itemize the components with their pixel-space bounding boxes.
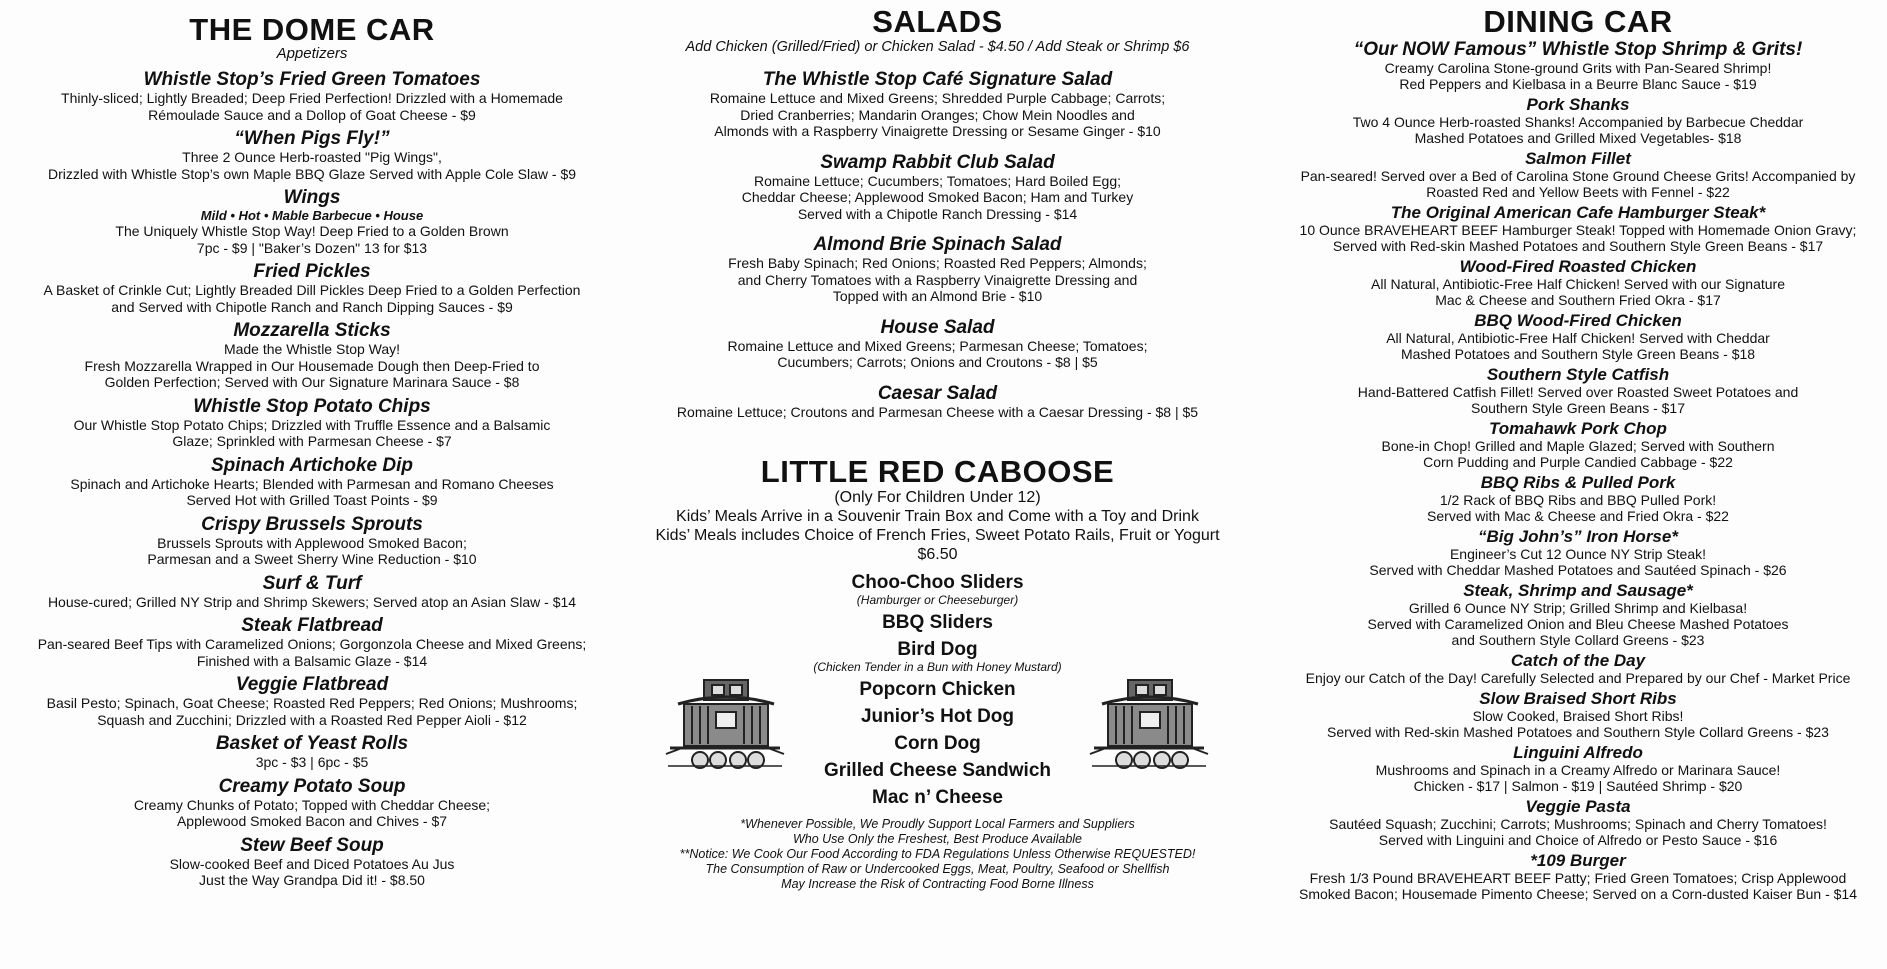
kids-menu-item-name: Junior’s Hot Dog (860, 706, 1015, 727)
menu-item-description: Finished with a Balsamic Glaze - $14 (196, 652, 428, 669)
kids-menu-item-name: Corn Dog (894, 733, 981, 754)
menu-item-name: Whistle Stop Potato Chips (193, 395, 431, 417)
menu-item-description: Mushrooms and Spinach in a Creamy Alfredo or Marinara Sauce! (1375, 762, 1781, 778)
menu-item-description: 1/2 Rack of BBQ Ribs and BBQ Pulled Pork! (1439, 492, 1717, 508)
footnote-line: *Whenever Possible, We Proudly Support Local Farmers and Suppliers (740, 817, 1135, 831)
menu-item-description: A Basket of Crinkle Cut; Lightly Breaded Dill Pickles Deep Fried to a Golden Perfection (43, 282, 581, 298)
footnote-line: The Consumption of Raw or Undercooked Eggs, Meat, Poultry, Seafood or Shellfish (705, 862, 1170, 876)
menu-item-description: Rémoulade Sauce and a Dollop of Goat Cheese - $9 (148, 106, 476, 123)
menu-item-name: Veggie Flatbread (235, 674, 389, 695)
menu-item-description: Southern Style Green Beans - $17 (1470, 400, 1686, 416)
caboose-icon (662, 676, 788, 776)
menu-item-description: Mac & Cheese and Southern Fried Okra - $17 (1435, 292, 1721, 308)
menu-item-description: Served with Caramelized Onion and Bleu Cheese Mashed Potatoes (1367, 616, 1789, 632)
salad-list (640, 70, 1235, 420)
menu-item-name: BBQ Ribs & Pulled Pork (1480, 473, 1676, 492)
menu-item-name: *109 Burger (1530, 851, 1626, 870)
menu-item (1278, 40, 1878, 92)
menu-item-description: Sautéed Squash; Zucchini; Carrots; Mushrooms; Spinach and Cherry Tomatoes! (1329, 816, 1827, 832)
kids-menu-item-name: Mac n’ Cheese (872, 787, 1003, 808)
menu-item-description: and Served with Chipotle Ranch and Ranch Dipping Sauces - $9 (111, 298, 513, 315)
kids-menu-item-name: Grilled Cheese Sandwich (823, 760, 1052, 781)
menu-item-name: Basket of Yeast Rolls (215, 733, 409, 754)
salads-title: SALADS (872, 4, 1003, 39)
menu-item (1278, 258, 1878, 308)
caboose-info-line: Kids’ Meals Arrive in a Souvenir Train Box and Come with a Toy and Drink (676, 508, 1199, 525)
menu-item-description: Mashed Potatoes and Grilled Mixed Vegetables- $18 (1414, 130, 1742, 146)
menu-item-name: Creamy Potato Soup (218, 775, 406, 797)
menu-item-name: Mozzarella Sticks (233, 320, 391, 341)
dining-car-title: DINING CAR (1483, 4, 1673, 39)
menu-item-name: Southern Style Catfish (1486, 365, 1670, 384)
menu-item-name: Stew Beef Soup (240, 834, 384, 856)
menu-item (22, 262, 602, 315)
menu-item-name: The Whistle Stop Café Signature Salad (762, 69, 1113, 90)
menu-item-description: Romaine Lettuce; Cucumbers; Tomatoes; Hard Boiled Egg; (753, 172, 1122, 189)
menu-item-description: Parmesan and a Sweet Sherry Wine Reduction - $10 (147, 551, 477, 567)
footnote-line: **Notice: We Cook Our Food According to FDA Regulations Unless Otherwise REQUESTED! (679, 847, 1196, 861)
menu-item-description: Basil Pesto; Spinach, Goat Cheese; Roasted Red Peppers; Red Onions; Mushrooms; (46, 695, 578, 711)
menu-item (22, 456, 602, 509)
menu-item (1278, 852, 1878, 902)
menu-item-name: Veggie Pasta (1525, 797, 1631, 816)
menu-item-name: Linguini Alfredo (1513, 743, 1643, 762)
menu-item-description: Slow-cooked Beef and Diced Potatoes Au Jus (169, 855, 455, 872)
menu-item-description: Thinly-sliced; Lightly Breaded; Deep Fried Perfection! Drizzled with a Homemade (61, 90, 563, 106)
menu-item-description: Fresh Baby Spinach; Red Onions; Roasted Red Peppers; Almonds; (728, 255, 1147, 271)
kids-menu-item (640, 787, 1235, 809)
menu-item (640, 235, 1235, 305)
menu-item (1278, 528, 1878, 578)
menu-item (1278, 150, 1878, 200)
menu-item-description: Fresh 1/3 Pound BRAVEHEART BEEF Patty; Fried Green Tomatoes; Crisp Applewood (1309, 870, 1847, 886)
menu-item-description: Mashed Potatoes and Southern Style Green Beans - $18 (1400, 346, 1756, 362)
menu-item-description: Slow Cooked, Braised Short Ribs! (1472, 708, 1684, 724)
menu-item-name: Caesar Salad (877, 382, 998, 404)
menu-item-name: BBQ Wood-Fired Chicken (1474, 311, 1682, 330)
menu-item (1278, 312, 1878, 362)
menu-item (22, 616, 602, 669)
menu-item-description: Pan-seared! Served over a Bed of Carolina Stone Ground Cheese Grits! Accompanied by (1300, 168, 1856, 184)
caboose-title: LITTLE RED CABOOSE (760, 454, 1115, 489)
menu-item-name: Surf & Turf (262, 572, 362, 594)
menu-item-description: The Uniquely Whistle Stop Way! Deep Fried to a Golden Brown (115, 223, 509, 239)
menu-item-description: House-cured; Grilled NY Strip and Shrimp Skewers; Served atop an Asian Slaw - $14 (47, 593, 577, 610)
menu-item-name: Salmon Fillet (1525, 149, 1631, 168)
menu-item-name: Wings (283, 187, 341, 208)
menu-item-description: and Cherry Tomatoes with a Raspberry Vinaigrette Dressing and (737, 271, 1138, 288)
menu-item (640, 70, 1235, 140)
menu-item-description: Served with Cheddar Mashed Potatoes and Sautéed Spinach - $26 (1369, 562, 1787, 578)
caboose-info-line: $6.50 (917, 546, 958, 563)
menu-item-description: Romaine Lettuce; Croutons and Parmesan Cheese with a Caesar Dressing - $8 | $5 (676, 403, 1199, 420)
menu-item-description: Applewood Smoked Bacon and Chives - $7 (176, 813, 448, 829)
menu-item-description: All Natural, Antibiotic-Free Half Chicken! Served with Cheddar (1386, 330, 1770, 346)
kids-menu-item-name: BBQ Sliders (882, 612, 993, 633)
kids-menu-item-name: Choo-Choo Sliders (851, 572, 1024, 593)
menu-item-description: 3pc - $3 | 6pc - $5 (255, 754, 369, 770)
menu-item-name: “Big John’s” Iron Horse* (1478, 527, 1678, 546)
kids-menu-item (640, 572, 1235, 607)
menu-item-description: 10 Ounce BRAVEHEART BEEF Hamburger Steak! Topped with Homemade Onion Gravy; (1299, 222, 1857, 238)
menu-item (640, 318, 1235, 371)
kids-menu-item-note: (Hamburger or Cheeseburger) (856, 593, 1019, 607)
caboose-info-line: (Only For Children Under 12) (834, 489, 1041, 506)
menu-item-description: Red Peppers and Kielbasa in a Beurre Blanc Sauce - $19 (1399, 76, 1757, 92)
menu-item-name: Spinach Artichoke Dip (211, 454, 413, 476)
menu-item-description: Served with a Chipotle Ranch Dressing - $14 (797, 205, 1078, 222)
menu-item-description: Golden Perfection; Served with Our Signature Marinara Sauce - $8 (104, 374, 520, 390)
menu-item-description: Cheddar Cheese; Applewood Smoked Bacon; Ham and Turkey (741, 189, 1134, 205)
menu-item-options: Mild • Hot • Mable Barbecue • House (200, 208, 424, 223)
menu-item (22, 675, 602, 728)
kids-menu-item-name: Bird Dog (897, 639, 978, 660)
kids-menu-item (640, 612, 1235, 634)
menu-item (22, 574, 602, 611)
appetizer-list (22, 70, 602, 889)
footnotes (640, 817, 1235, 892)
menu-item (1278, 204, 1878, 254)
menu-item-description: Creamy Chunks of Potato; Topped with Cheddar Cheese; (133, 796, 491, 813)
menu-item-name: Steak, Shrimp and Sausage* (1463, 581, 1693, 600)
menu-item-description: Brussels Sprouts with Applewood Smoked Bacon; (157, 534, 467, 551)
menu-item (22, 397, 602, 450)
menu-item-description: Engineer’s Cut 12 Ounce NY Strip Steak! (1449, 546, 1707, 562)
menu-item (1278, 582, 1878, 648)
menu-item (640, 153, 1235, 223)
kids-menu-item-name: Popcorn Chicken (859, 679, 1016, 700)
menu-item-description: Chicken - $17 | Salmon - $19 | Sautéed Shrimp - $20 (1413, 778, 1743, 794)
menu-item-description: and Southern Style Collard Greens - $23 (1451, 632, 1705, 648)
menu-item-name: Tomahawk Pork Chop (1489, 419, 1667, 438)
menu-item-description: Romaine Lettuce and Mixed Greens; Shredded Purple Cabbage; Carrots; (709, 90, 1166, 106)
menu-item-description: Served with Red-skin Mashed Potatoes and Southern Style Collard Greens - $23 (1327, 724, 1829, 740)
menu-item-description: Enjoy our Catch of the Day! Carefully Selected and Prepared by our Chef - Market Price (1305, 670, 1851, 686)
menu-item-name: Catch of the Day (1510, 651, 1646, 670)
menu-item-description: Drizzled with Whistle Stop’s own Maple BBQ Glaze Served with Apple Cole Slaw - $9 (47, 165, 577, 182)
menu-item-description: Squash and Zucchini; Drizzled with a Roasted Red Pepper Aioli - $12 (97, 711, 527, 728)
menu-item (22, 321, 602, 391)
menu-item-description: Dried Cranberries; Mandarin Oranges; Chow Mein Noodles and (740, 106, 1135, 123)
menu-item-description: Grilled 6 Ounce NY Strip; Grilled Shrimp and Kielbasa! (1408, 600, 1748, 616)
menu-item-name: Pork Shanks (1526, 95, 1630, 114)
menu-item (1278, 96, 1878, 146)
menu-item-name: The Original American Cafe Hamburger Steak* (1390, 203, 1766, 222)
menu-item-name: “Our NOW Famous” Whistle Stop Shrimp & Grits! (1353, 39, 1803, 60)
menu-item (1278, 798, 1878, 848)
footnote-line: Who Use Only the Freshest, Best Produce Available (792, 832, 1083, 846)
menu-item (22, 836, 602, 889)
menu-item (22, 129, 602, 182)
menu-item-description: Corn Pudding and Purple Candied Cabbage - $22 (1423, 454, 1733, 470)
caboose-info (640, 488, 1235, 564)
menu-item-name: Whistle Stop’s Fried Green Tomatoes (143, 69, 481, 90)
menu-item (1278, 690, 1878, 740)
footnote-line: May Increase the Risk of Contracting Food Borne Illness (781, 877, 1094, 891)
menu-item-name: Swamp Rabbit Club Salad (820, 151, 1055, 173)
menu-item-name: “When Pigs Fly!” (234, 128, 390, 149)
caboose-icon (1086, 676, 1212, 776)
entree-list (1278, 40, 1878, 902)
menu-item-description: Served with Linguini and Choice of Alfredo or Pesto Sauce - $16 (1378, 832, 1778, 848)
menu-item (22, 734, 602, 771)
dining-car-section (1278, 6, 1878, 902)
menu-item-description: Spinach and Artichoke Hearts; Blended with Parmesan and Romano Cheeses (70, 475, 554, 492)
menu-item-description: Roasted Red and Yellow Beets with Fennel - $22 (1426, 184, 1730, 200)
menu-item-description: Served with Mac & Cheese and Fried Okra - $22 (1427, 508, 1729, 524)
menu-item-description: Just the Way Grandpa Did it! - $8.50 (199, 872, 425, 888)
menu-item-description: Smoked Bacon; Housemade Pimento Cheese; Served on a Corn-dusted Kaiser Bun - $14 (1299, 886, 1857, 902)
menu-item-name: Fried Pickles (253, 261, 371, 282)
menu-item-description: All Natural, Antibiotic-Free Half Chicken! Served with our Signature (1371, 276, 1785, 292)
caboose-info-line: Kids’ Meals includes Choice of French Fries, Sweet Potato Rails, Fruit or Yogurt (655, 527, 1220, 544)
menu-item-name: House Salad (880, 316, 995, 338)
menu-item (1278, 652, 1878, 686)
menu-item-description: Cucumbers; Carrots; Onions and Croutons - $8 | $5 (777, 354, 1098, 370)
dome-car-title: THE DOME CAR (189, 12, 435, 47)
menu-item-description: Made the Whistle Stop Way! (223, 341, 401, 357)
menu-item-description: Almonds with a Raspberry Vinaigrette Dressing or Sesame Ginger - $10 (714, 123, 1161, 139)
menu-item-name: Slow Braised Short Ribs (1479, 689, 1677, 708)
menu-item-name: Wood-Fired Roasted Chicken (1459, 257, 1697, 276)
salads-addon-note: Add Chicken (Grilled/Fried) or Chicken Salad - $4.50 / Add Steak or Shrimp $6 (685, 39, 1190, 55)
menu-item (22, 188, 602, 256)
menu-item (22, 515, 602, 568)
menu-item-description: Fresh Mozzarella Wrapped in Our Housemade Dough then Deep-Fried to (84, 357, 540, 374)
menu-item (1278, 474, 1878, 524)
menu-item (22, 777, 602, 830)
menu-item-name: Almond Brie Spinach Salad (813, 234, 1062, 255)
kids-menu-item (640, 639, 1235, 674)
dome-car-section (22, 14, 602, 889)
menu-item-description: Three 2 Ounce Herb-roasted "Pig Wings", (182, 149, 442, 165)
menu-item-description: Creamy Carolina Stone-ground Grits with Pan-Seared Shrimp! (1384, 60, 1772, 76)
menu-item-description: Pan-seared Beef Tips with Caramelized Onions; Gorgonzola Cheese and Mixed Greens; (37, 636, 587, 652)
menu-item-description: Our Whistle Stop Potato Chips; Drizzled with Truffle Essence and a Balsamic (73, 416, 551, 433)
menu-item-description: Glaze; Sprinkled with Parmesan Cheese - $7 (172, 433, 452, 449)
menu-item-description: Served with Red-skin Mashed Potatoes and Southern Style Green Beans - $17 (1332, 238, 1824, 254)
menu-item-description: Topped with an Almond Brie - $10 (832, 288, 1043, 304)
menu-item (22, 70, 602, 123)
menu-item-description: Two 4 Ounce Herb-roasted Shanks! Accompanied by Barbecue Cheddar (1352, 114, 1804, 130)
menu-item-description: Bone-in Chop! Grilled and Maple Glazed; Served with Southern (1381, 438, 1775, 454)
menu-item-name: Steak Flatbread (241, 615, 383, 636)
menu-item-description: Romaine Lettuce and Mixed Greens; Parmesan Cheese; Tomatoes; (727, 337, 1148, 354)
menu-item (1278, 744, 1878, 794)
menu-item (1278, 420, 1878, 470)
menu-item-description: 7pc - $9 | "Baker’s Dozen" 13 for $13 (196, 239, 428, 256)
dome-car-subtitle: Appetizers (276, 45, 348, 62)
menu-item-description: Hand-Battered Catfish Fillet! Served over Roasted Sweet Potatoes and (1357, 384, 1799, 400)
menu-item (640, 384, 1235, 421)
menu-item (1278, 366, 1878, 416)
menu-item-description: Served Hot with Grilled Toast Points - $9 (186, 492, 438, 508)
menu-item-name: Crispy Brussels Sprouts (201, 513, 423, 535)
kids-menu-item-note: (Chicken Tender in a Bun with Honey Mustard) (813, 660, 1062, 674)
